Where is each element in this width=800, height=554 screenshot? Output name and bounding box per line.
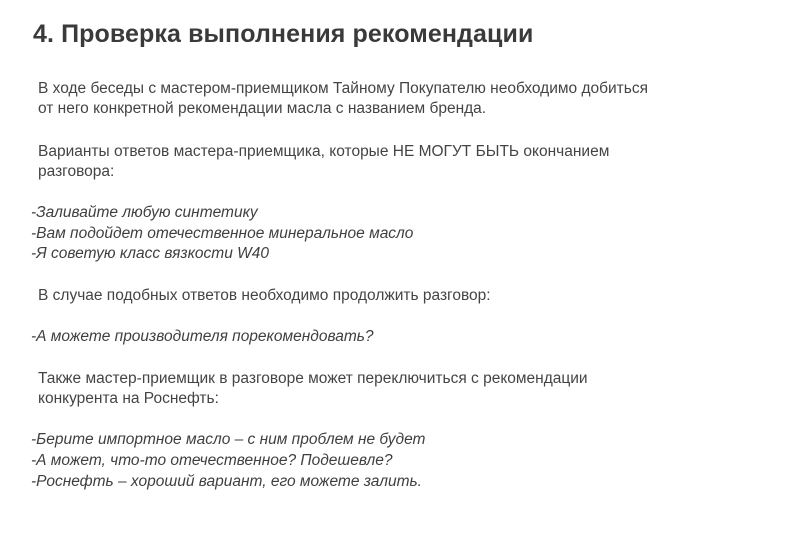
bad-answer-item: -Я советую класс вязкости W40 — [31, 245, 270, 262]
continue-text: В случае подобных ответов необходимо продолжить разговор: — [38, 287, 491, 304]
switch-heading-line-2: конкурента на Роснефть: — [38, 390, 219, 407]
switch-answer-item: -А может, что-то отечественное? Подешевле? — [31, 452, 393, 469]
slide-title: 4. Проверка выполнения рекомендации — [33, 20, 534, 48]
follow-up-question: -А можете производителя порекомендовать? — [31, 328, 374, 345]
variants-heading-line-1: Варианты ответов мастера-приемщика, которые НЕ МОГУТ БЫТЬ окончанием — [38, 143, 610, 160]
bad-answer-item: -Заливайте любую синтетику — [31, 204, 258, 221]
intro-line-2: от него конкретной рекомендации масла с названием бренда. — [38, 100, 487, 117]
bad-answer-item: -Вам подойдет отечественное минеральное масло — [31, 225, 414, 242]
variants-heading-line-2: разговора: — [38, 163, 115, 180]
switch-answer-item: -Роснефть – хороший вариант, его можете залить. — [31, 473, 422, 490]
switch-heading-line-1: Также мастер-приемщик в разговоре может переключиться с рекомендации — [38, 370, 588, 387]
switch-answer-item: -Берите импортное масло – с ним проблем не будет — [31, 431, 426, 448]
intro-line-1: В ходе беседы с мастером-приемщиком Тайному Покупателю необходимо добиться — [38, 80, 648, 97]
